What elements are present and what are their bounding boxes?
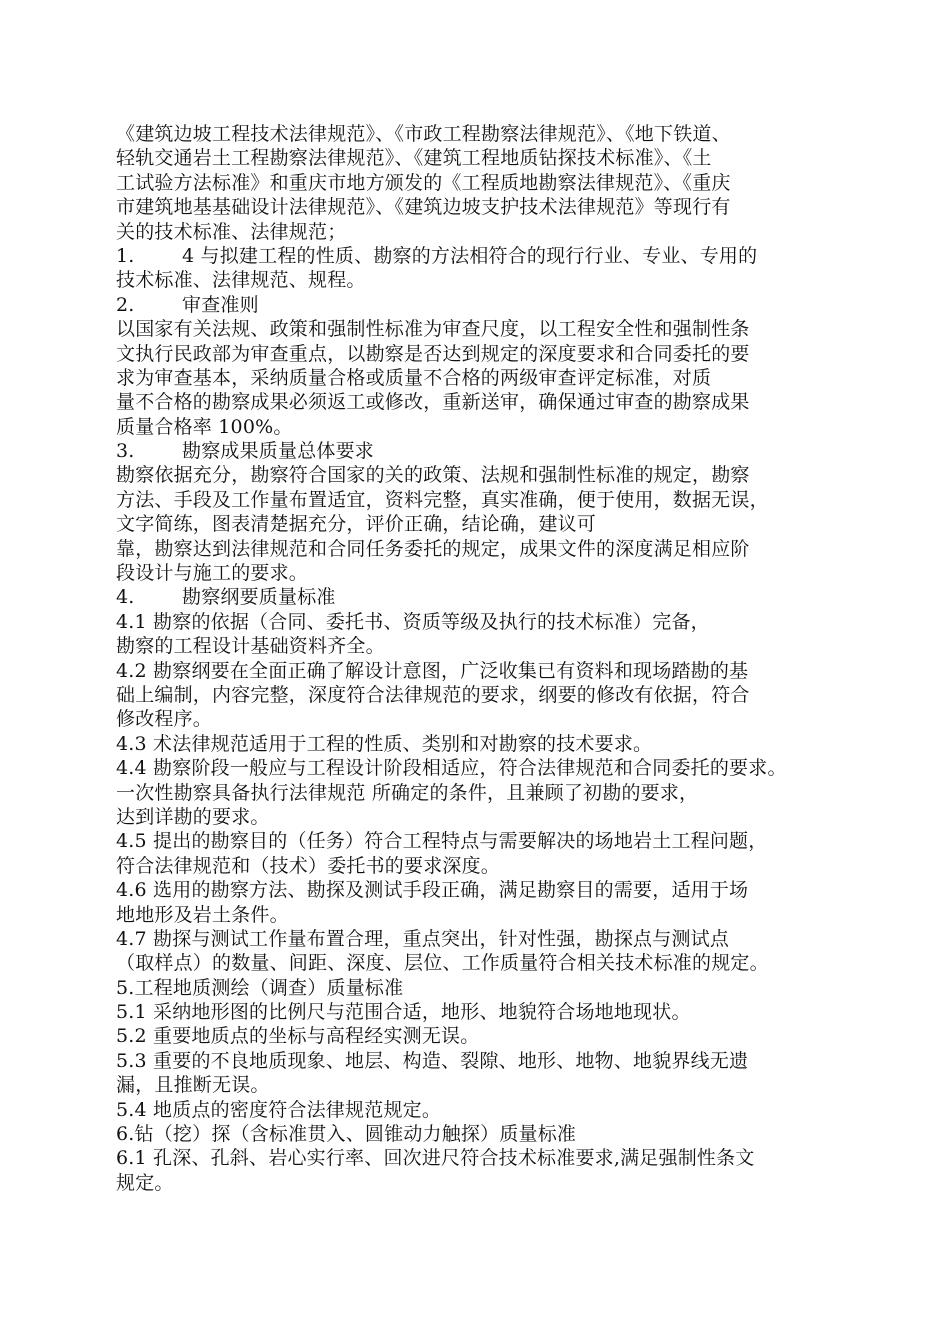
text-line: 以国家有关法规、政策和强制性标准为审查尺度，以工程安全性和强制性条 — [116, 318, 750, 341]
text-line: 6.1 孔深、孔斜、岩心实行率、回次进尺符合技术标准要求,满足强制性条文 — [116, 1147, 755, 1170]
text-line: 求为审查基本，采纳质量合格或质量不合格的两级审查评定标准，对质 — [116, 366, 712, 389]
text-line: 修改程序。 — [116, 708, 213, 731]
text-line: 地地形及岩土条件。 — [116, 903, 289, 926]
text-line: 文执行民政部为审查重点，以勘察是否达到规定的深度要求和合同委托的要 — [116, 342, 750, 365]
text-line: 础上编制，内容完整，深度符合法律规范的要求，纲要的修改有依据，符合 — [116, 683, 750, 706]
numbered-heading — [116, 439, 876, 463]
text-line: 4.6 选用的勘察方法、勘探及测试手段正确，满足勘察目的需要，适用于场 — [116, 879, 749, 902]
text-line: 4.5 提出的勘察目的（任务）符合工程特点与需要解决的场地岩土工程问题， — [116, 830, 768, 853]
list-number: 1. — [116, 244, 135, 267]
text-line: 质量合格率 100%。 — [116, 415, 293, 438]
text-line: 方法、手段及工作量布置适宜，资料完整，真实准确，便于使用，数据无误， — [116, 488, 769, 511]
text-line: 4.2 勘察纲要在全面正确了解设计意图，广泛收集已有资料和现场踏勘的基 — [116, 659, 749, 682]
text-line: 4.3 术法律规范适用于工程的性质、类别和对勘察的技术要求。 — [116, 732, 653, 755]
text-line: 靠，勘察达到法律规范和合同任务委托的规定，成果文件的深度满足相应阶 — [116, 537, 750, 560]
list-text: 4 与拟建工程的性质、勘察的方法相符合的现行行业、专业、专用的 — [182, 244, 758, 267]
text-line: 4.7 勘探与测试工作量布置合理，重点突出，针对性强，勘探点与测试点 — [116, 927, 730, 950]
text-line: 量不合格的勘察成果必须返工或修改，重新送审，确保通过审查的勘察成果 — [116, 391, 750, 414]
text-line: 5.2 重要地质点的坐标与高程经实测无误。 — [116, 1025, 480, 1048]
text-line: 6.钻（挖）探（含标准贯入、圆锥动力触探）质量标准 — [116, 1123, 577, 1146]
text-line: 4.4 勘察阶段一般应与工程设计阶段相适应，符合法律规范和合同委托的要求。 — [116, 757, 787, 780]
text-line: 4.1 勘察的依据（合同、委托书、资质等级及执行的技术标准）完备， — [116, 610, 710, 633]
list-text: 勘察纲要质量标准 — [182, 586, 336, 609]
text-line: 5.工程地质测绘（调查）质量标准 — [116, 976, 404, 999]
numbered-heading — [116, 244, 876, 268]
document-body — [116, 122, 876, 1195]
text-line: 5.4 地质点的密度符合法律规范规定。 — [116, 1098, 442, 1121]
list-text: 勘察成果质量总体要求 — [182, 440, 375, 463]
text-line: 段设计与施工的要求。 — [116, 562, 309, 585]
text-line: 勘察依据充分，勘察符合国家的关的政策、法规和强制性标准的规定，勘察 — [116, 464, 750, 487]
text-line: 5.3 重要的不良地质现象、地层、构造、裂隙、地形、地物、地貌界线无遗 — [116, 1049, 749, 1072]
text-line: 漏，且推断无误。 — [116, 1074, 270, 1097]
text-line: 勘察的工程设计基础资料齐全。 — [116, 635, 385, 658]
text-line: 文字简练，图表清楚据充分，评价正确，结论确，建议可 — [116, 513, 597, 536]
numbered-heading — [116, 585, 876, 609]
text-line: 技术标准、法律规范、规程。 — [116, 269, 366, 292]
text-line: 规定。 — [116, 1171, 174, 1194]
text-line: 市建筑地基基础设计法律规范》、《建筑边坡支护技术法律规范》等现行有 — [116, 196, 731, 219]
text-line: （取样点）的数量、间距、深度、层位、工作质量符合相关技术标准的规定。 — [116, 952, 769, 975]
text-line: 一次性勘察具备执行法律规范 所确定的条件，且兼顾了初勘的要求， — [116, 781, 699, 804]
text-line: 符合法律规范和（技术）委托书的要求深度。 — [116, 854, 501, 877]
text-line: 5.1 采纳地形图的比例尺与范围合适，地形、地貌符合场地地现状。 — [116, 1001, 691, 1024]
list-text: 审查准则 — [182, 293, 259, 316]
list-number: 3. — [116, 440, 135, 463]
numbered-heading — [116, 293, 876, 317]
text-line: 工试验方法标准》和重庆市地方颁发的《工程质地勘察法律规范》、《重庆 — [116, 171, 731, 194]
list-number: 2. — [116, 293, 135, 316]
list-number: 4. — [116, 586, 135, 609]
text-line: 《建筑边坡工程技术法律规范》、《市政工程勘察法律规范》、《地下铁道、 — [116, 123, 731, 145]
text-line: 轻轨交通岩土工程勘察法律规范》、《建筑工程地质钻探技术标准》、《土 — [116, 147, 712, 170]
text-line: 达到详勘的要求。 — [116, 805, 270, 828]
text-line: 关的技术标准、法律规范； — [116, 220, 347, 243]
